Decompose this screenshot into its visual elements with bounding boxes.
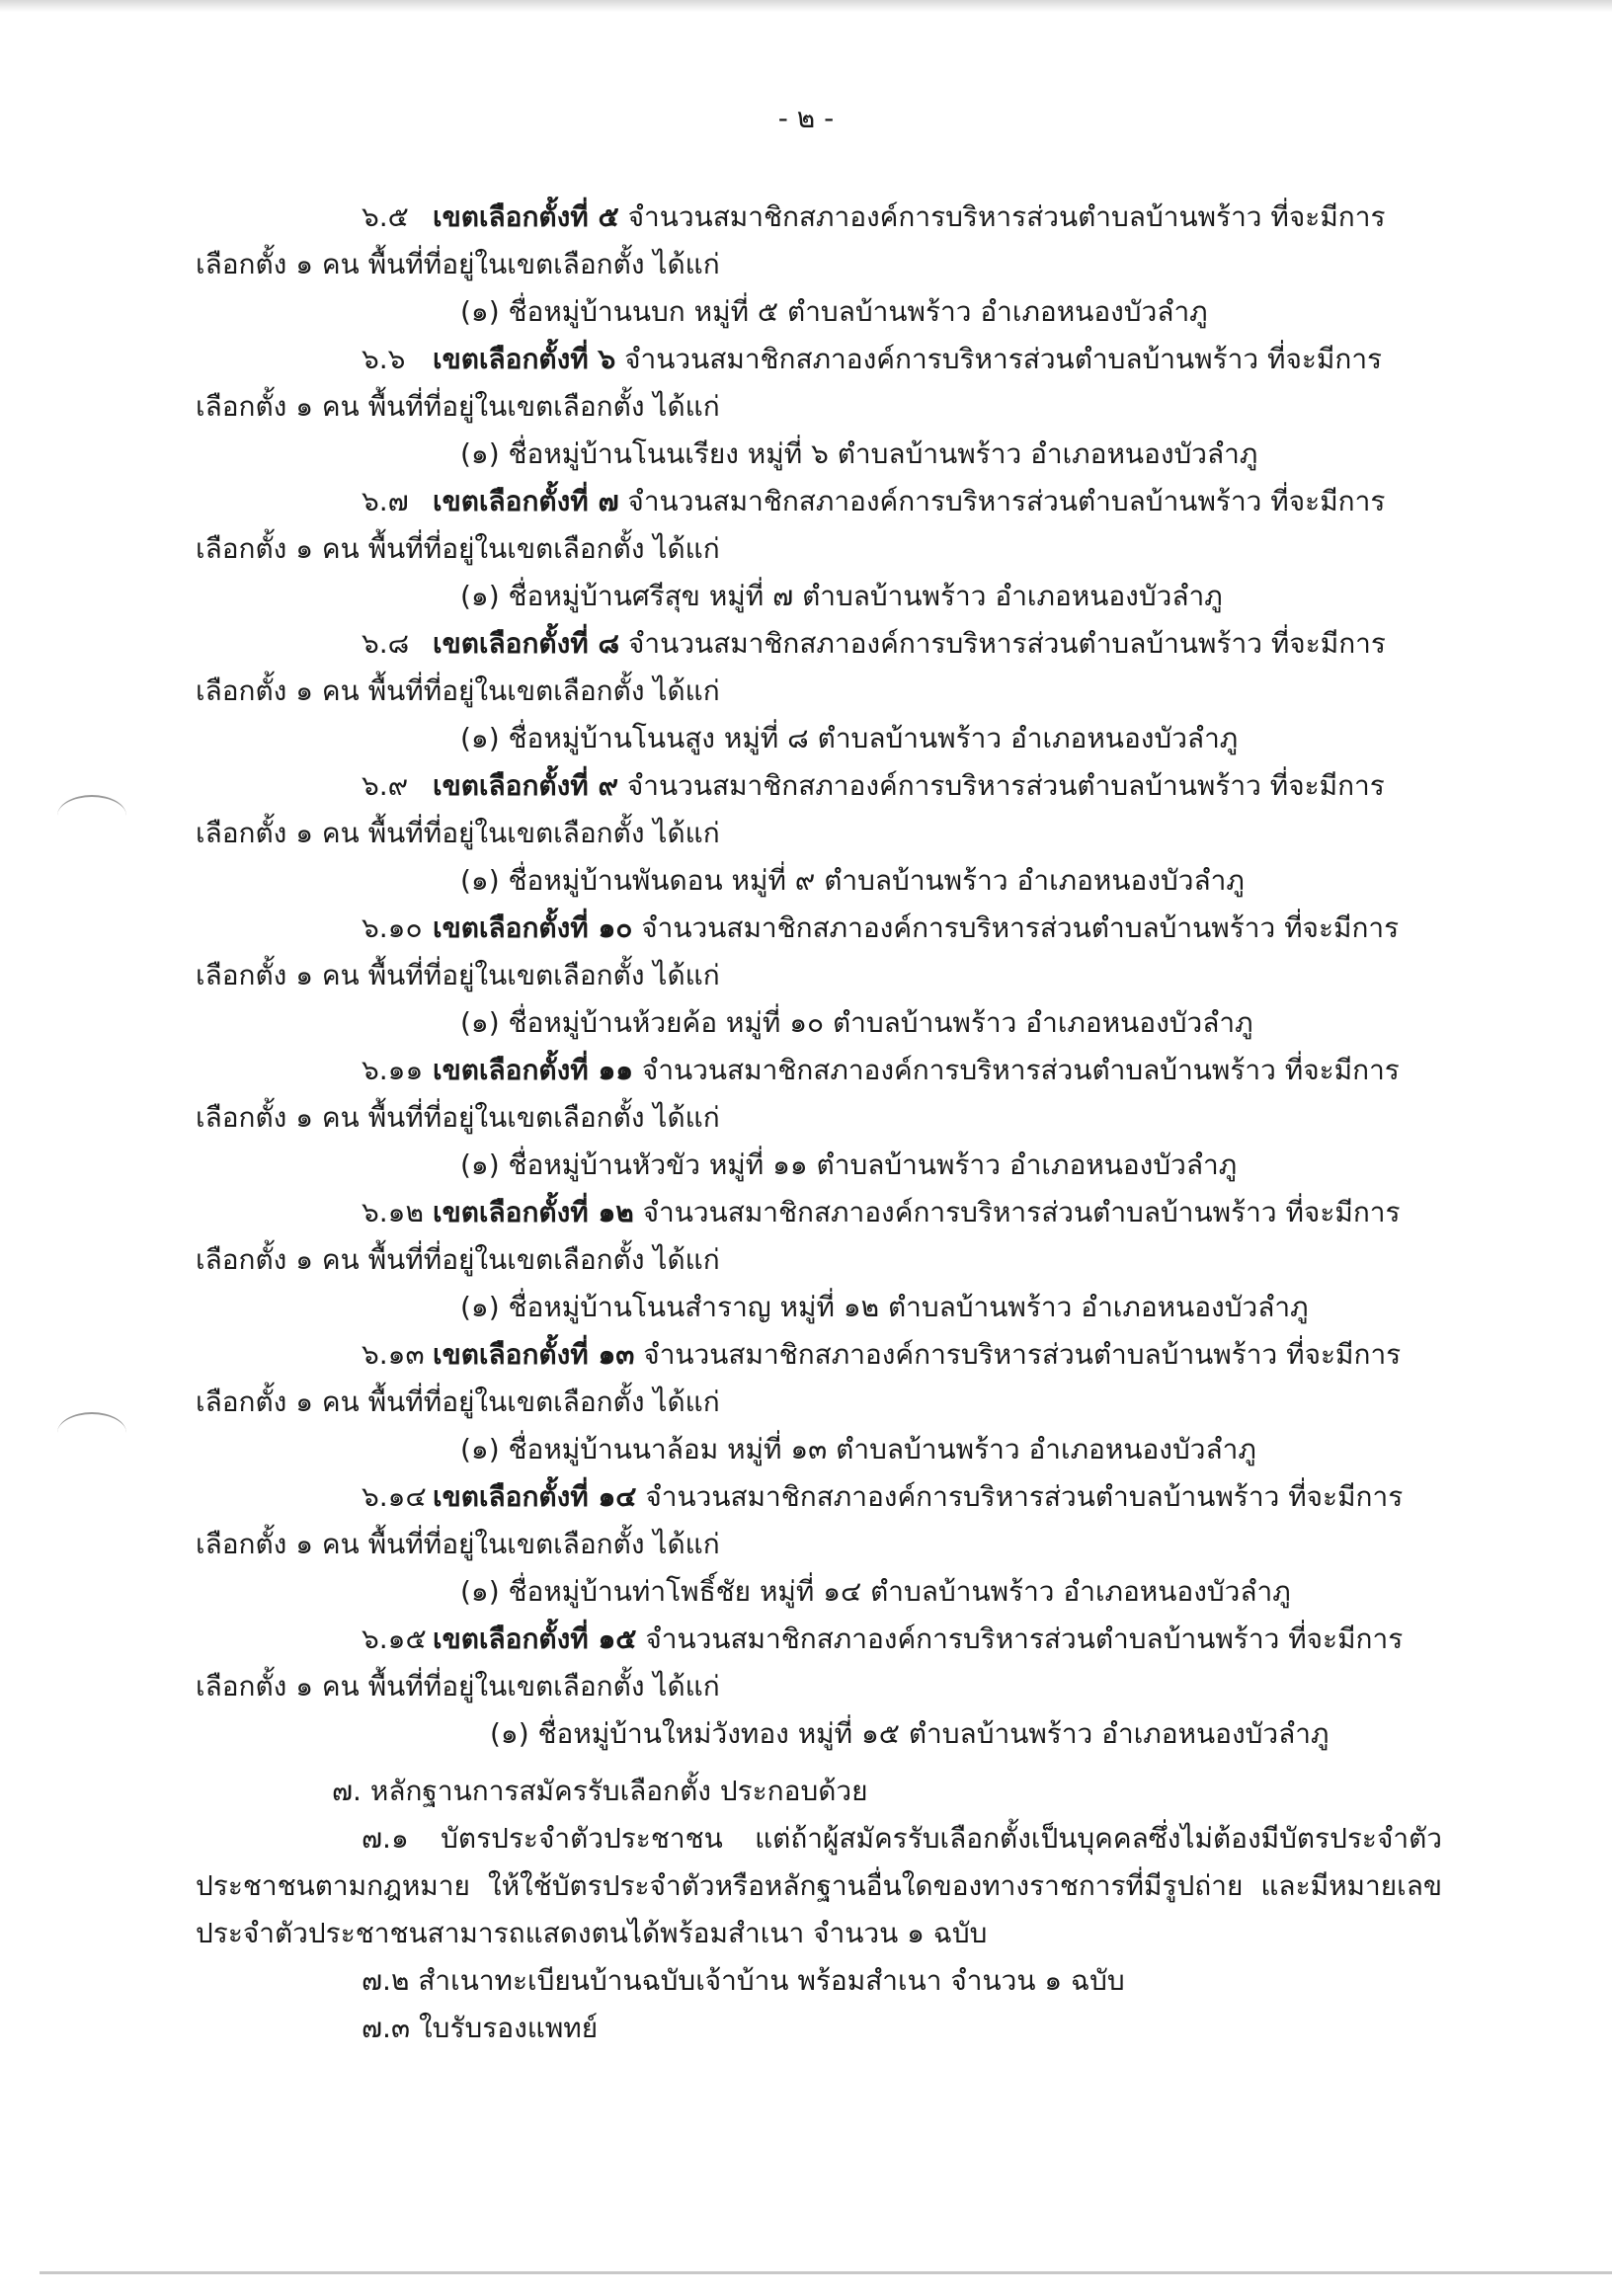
scan-edge-top	[0, 0, 1612, 12]
election-zone	[196, 478, 1442, 620]
election-zone	[196, 762, 1442, 905]
zone-heading	[196, 1189, 1442, 1236]
zone-village: (๑) ชื่อหมู่บ้านหัวขัว หมู่ที่ ๑๑ ตำบลบ้านพร้าว อำเภอหนองบัวลำภู	[460, 1148, 1238, 1181]
zone-village: (๑) ชื่อหมู่บ้านนาล้อม หมู่ที่ ๑๓ ตำบลบ้านพร้าว อำเภอหนองบัวลำภู	[460, 1433, 1256, 1465]
page-number: - ๒ -	[777, 102, 835, 134]
zone-description-continued: เลือกตั้ง ๑ คน พื้นที่ที่อยู่ในเขตเลือกตั้ง ได้แก่	[196, 390, 720, 423]
zone-number: ๖.๑๐	[362, 911, 423, 944]
punch-hole-mark	[57, 1412, 126, 1454]
zone-heading	[196, 1331, 1442, 1379]
election-zone	[196, 620, 1442, 762]
zone-heading	[196, 1616, 1442, 1663]
zone-description: จำนวนสมาชิกสภาองค์การบริหารส่วนตำบลบ้านพร้าว ที่จะมีการ	[626, 769, 1385, 802]
zone-description-continued: เลือกตั้ง ๑ คน พื้นที่ที่อยู่ในเขตเลือกตั้ง ได้แก่	[196, 532, 720, 565]
zone-village: (๑) ชื่อหมู่บ้านพันดอน หมู่ที่ ๙ ตำบลบ้านพร้าว อำเภอหนองบัวลำภู	[460, 864, 1245, 897]
zone-number: ๖.๘	[362, 627, 410, 660]
zone-village: (๑) ชื่อหมู่บ้านท่าโพธิ์ชัย หมู่ที่ ๑๔ ตำบลบ้านพร้าว อำเภอหนองบัวลำภู	[460, 1575, 1291, 1608]
zone-heading	[196, 620, 1442, 668]
zone-number: ๖.๑๔	[362, 1480, 427, 1513]
section-7-item-2: ๗.๒ สำเนาทะเบียนบ้านฉบับเจ้าบ้าน พร้อมสำเนา จำนวน ๑ ฉบับ	[362, 1964, 1125, 1997]
zone-number: ๖.๑๓	[362, 1338, 425, 1371]
zone-label: เขตเลือกตั้งที่ ๑๑	[433, 1054, 633, 1086]
section-7-item-1: ๗.๑ บัตรประจำตัวประชาชน แต่ถ้าผู้สมัครรับเลือกตั้งเป็นบุคคลซึ่งไม่ต้องมีบัตรประจำตัวประชาชนตามกฎหมาย ให้ใช้บัตรประจำตัวหรือหลักฐานอื่นใดของทางราชการที่มีรูปถ่าย และมีหมายเลขประจำตัวประชาชนสามารถแสดงตนได้พร้อมสำเนา จำนวน ๑ ฉบับ	[196, 1822, 1442, 1949]
zone-description: จำนวนสมาชิกสภาองค์การบริหารส่วนตำบลบ้านพร้าว ที่จะมีการ	[641, 1054, 1400, 1086]
zone-number: ๖.๗	[362, 485, 409, 517]
zone-heading	[196, 905, 1442, 952]
zone-number: ๖.๖	[362, 343, 406, 375]
election-zone-list	[196, 194, 1442, 1758]
zone-heading	[196, 762, 1442, 810]
zone-heading	[196, 1047, 1442, 1094]
section-7-item-3: ๗.๓ ใบรับรองแพทย์	[362, 2012, 599, 2044]
zone-description-continued: เลือกตั้ง ๑ คน พื้นที่ที่อยู่ในเขตเลือกตั้ง ได้แก่	[196, 1528, 720, 1560]
zone-village: (๑) ชื่อหมู่บ้านนบก หมู่ที่ ๕ ตำบลบ้านพร้าว อำเภอหนองบัวลำภู	[460, 295, 1208, 328]
zone-description: จำนวนสมาชิกสภาองค์การบริหารส่วนตำบลบ้านพร้าว ที่จะมีการ	[645, 1480, 1404, 1513]
zone-description-continued: เลือกตั้ง ๑ คน พื้นที่ที่อยู่ในเขตเลือกตั้ง ได้แก่	[196, 1101, 720, 1134]
zone-label: เขตเลือกตั้งที่ ๘	[433, 627, 620, 660]
zone-description-continued: เลือกตั้ง ๑ คน พื้นที่ที่อยู่ในเขตเลือกตั้ง ได้แก่	[196, 959, 720, 991]
zone-village: (๑) ชื่อหมู่บ้านโนนสำราญ หมู่ที่ ๑๒ ตำบลบ้านพร้าว อำเภอหนองบัวลำภู	[460, 1291, 1309, 1323]
zone-description: จำนวนสมาชิกสภาองค์การบริหารส่วนตำบลบ้านพร้าว ที่จะมีการ	[641, 911, 1400, 944]
election-zone	[196, 336, 1442, 478]
zone-village: (๑) ชื่อหมู่บ้านโนนเรียง หมู่ที่ ๖ ตำบลบ้านพร้าว อำเภอหนองบัวลำภู	[460, 437, 1258, 470]
election-zone	[196, 1473, 1442, 1616]
document-body	[196, 194, 1442, 2052]
zone-description: จำนวนสมาชิกสภาองค์การบริหารส่วนตำบลบ้านพร้าว ที่จะมีการ	[642, 1196, 1401, 1228]
zone-village: (๑) ชื่อหมู่บ้านโนนสูง หมู่ที่ ๘ ตำบลบ้านพร้าว อำเภอหนองบัวลำภู	[460, 722, 1239, 754]
zone-label: เขตเลือกตั้งที่ ๖	[433, 343, 616, 375]
section-7-heading: ๗. หลักฐานการสมัครรับเลือกตั้ง ประกอบด้วย	[332, 1775, 868, 1807]
zone-description-continued: เลือกตั้ง ๑ คน พื้นที่ที่อยู่ในเขตเลือกตั้ง ได้แก่	[196, 1670, 720, 1702]
zone-description: จำนวนสมาชิกสภาองค์การบริหารส่วนตำบลบ้านพร้าว ที่จะมีการ	[627, 627, 1386, 660]
election-zone	[196, 1189, 1442, 1331]
zone-label: เขตเลือกตั้งที่ ๑๐	[433, 911, 633, 944]
zone-description-continued: เลือกตั้ง ๑ คน พื้นที่ที่อยู่ในเขตเลือกตั้ง ได้แก่	[196, 817, 720, 849]
zone-village: (๑) ชื่อหมู่บ้านใหม่วังทอง หมู่ที่ ๑๕ ตำบลบ้านพร้าว อำเภอหนองบัวลำภู	[490, 1717, 1330, 1750]
election-zone	[196, 1331, 1442, 1473]
election-zone	[196, 1616, 1442, 1758]
zone-label: เขตเลือกตั้งที่ ๑๓	[433, 1338, 635, 1371]
election-zone	[196, 194, 1442, 336]
election-zone	[196, 1047, 1442, 1189]
zone-description-continued: เลือกตั้ง ๑ คน พื้นที่ที่อยู่ในเขตเลือกตั้ง ได้แก่	[196, 1386, 720, 1418]
zone-description: จำนวนสมาชิกสภาองค์การบริหารส่วนตำบลบ้านพร้าว ที่จะมีการ	[627, 485, 1386, 517]
zone-village: (๑) ชื่อหมู่บ้านห้วยค้อ หมู่ที่ ๑๐ ตำบลบ้านพร้าว อำเภอหนองบัวลำภู	[460, 1006, 1253, 1039]
zone-label: เขตเลือกตั้งที่ ๕	[433, 200, 619, 233]
zone-number: ๖.๙	[362, 769, 409, 802]
zone-description: จำนวนสมาชิกสภาองค์การบริหารส่วนตำบลบ้านพร้าว ที่จะมีการ	[645, 1623, 1404, 1655]
zone-description-continued: เลือกตั้ง ๑ คน พื้นที่ที่อยู่ในเขตเลือกตั้ง ได้แก่	[196, 674, 720, 707]
zone-description-continued: เลือกตั้ง ๑ คน พื้นที่ที่อยู่ในเขตเลือกตั้ง ได้แก่	[196, 248, 720, 280]
zone-number: ๖.๕	[362, 200, 409, 233]
zone-village: (๑) ชื่อหมู่บ้านศรีสุข หมู่ที่ ๗ ตำบลบ้านพร้าว อำเภอหนองบัวลำภู	[460, 580, 1223, 612]
zone-heading	[196, 336, 1442, 383]
zone-heading	[196, 478, 1442, 525]
zone-description-continued: เลือกตั้ง ๑ คน พื้นที่ที่อยู่ในเขตเลือกตั้ง ได้แก่	[196, 1243, 720, 1276]
zone-description: จำนวนสมาชิกสภาองค์การบริหารส่วนตำบลบ้านพร้าว ที่จะมีการ	[627, 200, 1386, 233]
punch-hole-mark	[57, 795, 126, 836]
election-zone	[196, 905, 1442, 1047]
zone-label: เขตเลือกตั้งที่ ๑๕	[433, 1623, 637, 1655]
zone-description: จำนวนสมาชิกสภาองค์การบริหารส่วนตำบลบ้านพร้าว ที่จะมีการ	[624, 343, 1383, 375]
zone-description: จำนวนสมาชิกสภาองค์การบริหารส่วนตำบลบ้านพร้าว ที่จะมีการ	[643, 1338, 1402, 1371]
zone-heading	[196, 1473, 1442, 1521]
zone-label: เขตเลือกตั้งที่ ๑๒	[433, 1196, 634, 1228]
zone-heading	[196, 194, 1442, 241]
zone-number: ๖.๑๑	[362, 1054, 424, 1086]
zone-label: เขตเลือกตั้งที่ ๑๔	[433, 1480, 637, 1513]
zone-number: ๖.๑๒	[362, 1196, 424, 1228]
zone-label: เขตเลือกตั้งที่ ๗	[433, 485, 619, 517]
zone-number: ๖.๑๕	[362, 1623, 427, 1655]
zone-label: เขตเลือกตั้งที่ ๙	[433, 769, 618, 802]
scan-edge-bottom	[40, 2271, 1612, 2274]
